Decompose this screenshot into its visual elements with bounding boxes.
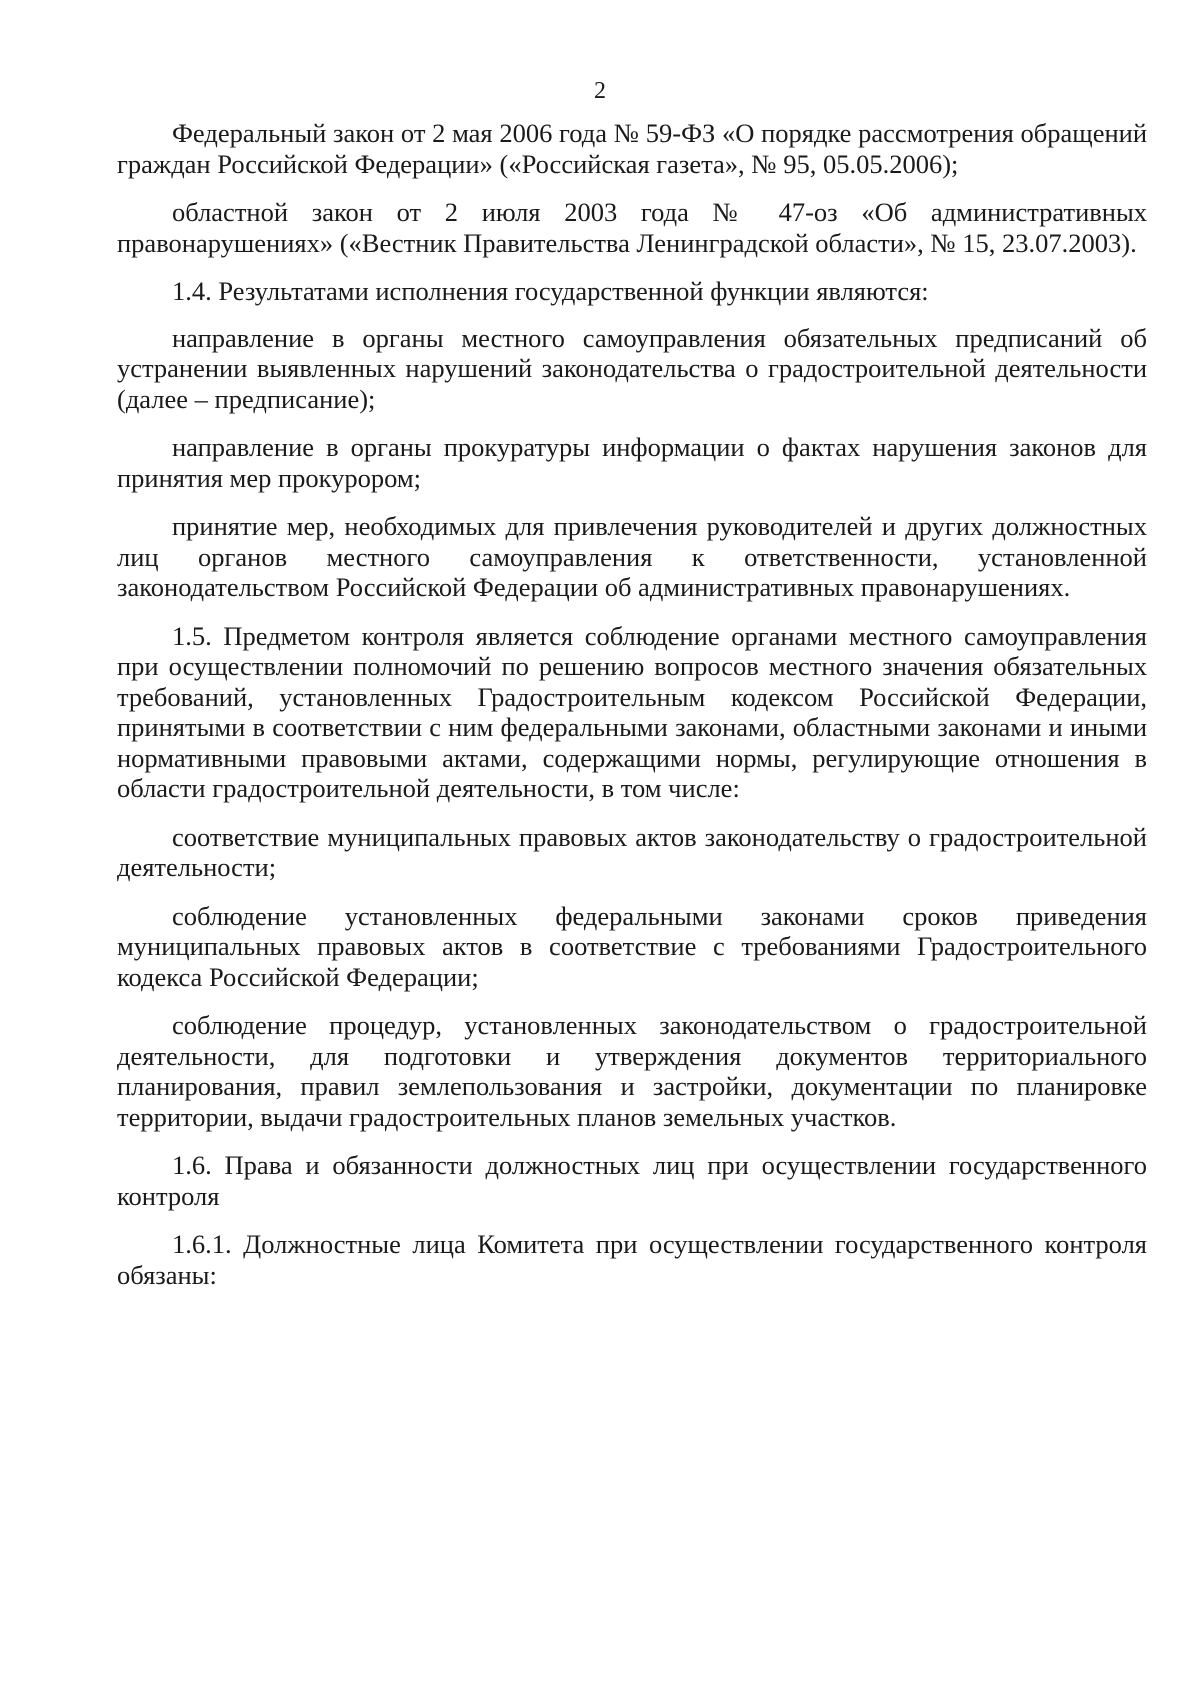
- paragraph-deadlines-compliance: соблюдение установленных федеральными законами сроков приведения муниципальных правовых актов в соответствие с требованиями Градостроительного кодекса Российской Федерации;: [117, 900, 1147, 992]
- paragraph-1-5-subject-of-control: 1.5. Предметом контроля является соблюдение органами местного самоуправления при осуществлении полномочий по решению вопросов местного значения обязательных требований, установленных Градостроительным кодексом Российской Федерации, принятыми в соответствии с ним федеральными законами, областными законами и иными нормативными правовыми актами, содержащими нормы, регулирующие отношения в области градостроительной деятельности, в том числе:: [117, 620, 1147, 803]
- document-body: [117, 118, 1147, 1308]
- paragraph-responsibility-measures: принятие мер, необходимых для привлечения руководителей и других должностных лиц органов местного самоуправления к ответственности, установленной законодательством Российской Федерации об административных правонарушениях.: [117, 511, 1147, 602]
- paragraph-orders-to-local-government: направление в органы местного самоуправления обязательных предписаний об устранении выявленных нарушений законодательства о градостроительной деятельности (далее – предписание);: [117, 322, 1147, 414]
- page-number: 2: [594, 78, 606, 104]
- paragraph-1-6-rights-duties: 1.6. Права и обязанности должностных лиц при осуществлении государственного контроля: [117, 1150, 1147, 1211]
- paragraph-1-4-results: 1.4. Результатами исполнения государственной функции являются:: [172, 276, 929, 306]
- paragraph-regional-law-47: областной закон от 2 июля 2003 года № 47-оз «Об административных правонарушениях» («Вестник Правительства Ленинградской области», № 15, 23.07.2003).: [117, 197, 1147, 258]
- paragraph-procedures-compliance: соблюдение процедур, установленных законодательством о градостроительной деятельности, для подготовки и утверждения документов территориального планирования, правил землепользования и застройки, документации по планировке территории, выдачи градостроительных планов земельных участков.: [117, 1010, 1147, 1132]
- paragraph-federal-law-59: Федеральный закон от 2 мая 2006 года № 59-ФЗ «О порядке рассмотрения обращений граждан Российской Федерации» («Российская газета», № 95, 05.05.2006);: [117, 118, 1147, 179]
- paragraph-acts-compliance: соответствие муниципальных правовых актов законодательству о градостроительной деятельности;: [117, 821, 1147, 882]
- paragraph-1-6-1-officials-obliged: 1.6.1. Должностные лица Комитета при осуществлении государственного контроля обязаны:: [117, 1229, 1147, 1290]
- paragraph-prosecution-info: направление в органы прокуратуры информации о фактах нарушения законов для принятия мер прокурором;: [117, 432, 1147, 493]
